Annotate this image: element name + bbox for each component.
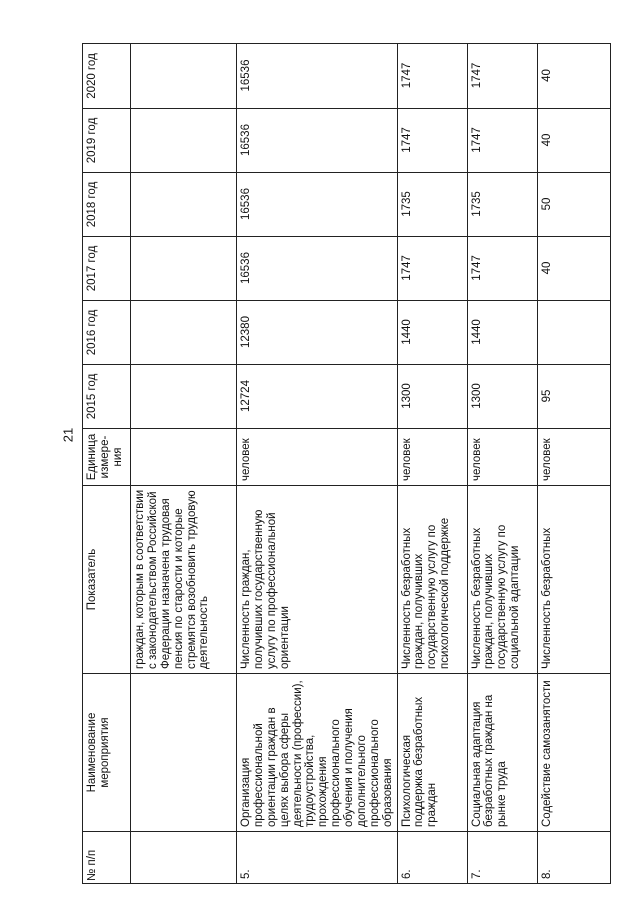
- header-year-2016: 2016 год: [83, 301, 131, 365]
- header-unit: Единица измере-ния: [83, 429, 131, 486]
- header-year-2017: 2017 год: [83, 237, 131, 301]
- row-value-2017: 16536: [237, 237, 398, 301]
- row-value-2020: 40: [537, 44, 610, 109]
- row-event-name: Психологическая поддержка безработных граждан: [397, 674, 467, 832]
- row-value-2015: 12724: [237, 365, 398, 429]
- row-unit: [131, 429, 237, 486]
- row-event-name: Организация профессиональной ориентации граждан в целях выбора сферы деятельности (профессии), трудоустройства, прохождения профессионального обучения и получения дополнительного профессионального образования: [237, 674, 398, 832]
- header-year-2018: 2018 год: [83, 173, 131, 237]
- row-value-2017: 1747: [467, 237, 537, 301]
- row-value-2020: 16536: [237, 44, 398, 109]
- page-number: [58, 420, 78, 450]
- row-value-2017: 40: [537, 237, 610, 301]
- row-value-2020: 1747: [397, 44, 467, 109]
- row-value-2016: 1440: [397, 301, 467, 365]
- row-value-2019: 1747: [467, 109, 537, 173]
- row-value-2015: 1300: [397, 365, 467, 429]
- table-row: [467, 44, 537, 884]
- rotated-table-content: [82, 44, 602, 884]
- row-value-2020: [131, 44, 237, 109]
- row-value-2015: 1300: [467, 365, 537, 429]
- header-year-2019: 2019 год: [83, 109, 131, 173]
- row-indicator: Численность граждан, получивших государственную услугу по профессиональной ориентации: [237, 486, 398, 674]
- row-indicator: граждан, которым в соответствии с законодательством Российской Федерации назначена трудовая пенсия по старости и которые стремятся возобновить трудовую деятельность: [131, 486, 237, 674]
- rotated-table-frame: [82, 44, 602, 884]
- row-value-2015: 95: [537, 365, 610, 429]
- table-row: [237, 44, 398, 884]
- row-value-2018: 50: [537, 173, 610, 237]
- row-unit: человек: [397, 429, 467, 486]
- row-indicator: Численность безработных: [537, 486, 610, 674]
- header-event-name: Наименование мероприятия: [83, 674, 131, 832]
- row-value-2019: 16536: [237, 109, 398, 173]
- row-value-2018: 16536: [237, 173, 398, 237]
- row-value-2017: [131, 237, 237, 301]
- row-number: 8.: [537, 832, 610, 884]
- row-event-name: [131, 674, 237, 832]
- row-value-2016: [131, 301, 237, 365]
- row-value-2016: 12380: [237, 301, 398, 365]
- row-unit: человек: [537, 429, 610, 486]
- header-indicator: Показатель: [83, 486, 131, 674]
- row-value-2017: 1747: [397, 237, 467, 301]
- row-unit: человек: [467, 429, 537, 486]
- row-value-2019: [131, 109, 237, 173]
- row-value-2016: [537, 301, 610, 365]
- row-value-2019: 1747: [397, 109, 467, 173]
- row-number: 7.: [467, 832, 537, 884]
- header-year-2015: 2015 год: [83, 365, 131, 429]
- table-row: [397, 44, 467, 884]
- row-value-2020: 1747: [467, 44, 537, 109]
- table-header-row: [83, 44, 131, 884]
- table-row: [131, 44, 237, 884]
- row-value-2018: 1735: [397, 173, 467, 237]
- page-number-text: 21: [60, 427, 76, 443]
- header-number: № п/п: [83, 832, 131, 884]
- row-value-2016: 1440: [467, 301, 537, 365]
- row-indicator: Численность безработных граждан, получивших государственную услугу по социальной адаптации: [467, 486, 537, 674]
- table-row: [537, 44, 610, 884]
- header-year-2020: 2020 год: [83, 44, 131, 109]
- row-event-name: Содействие самозанятости: [537, 674, 610, 832]
- row-number: 6.: [397, 832, 467, 884]
- row-value-2015: [131, 365, 237, 429]
- row-unit: человек: [237, 429, 398, 486]
- row-event-name: Социальная адаптация безработных граждан на рынке труда: [467, 674, 537, 832]
- row-value-2019: 40: [537, 109, 610, 173]
- row-number: 5.: [237, 832, 398, 884]
- row-indicator: Численность безработных граждан, получивших государственную услугу по психологической поддержке: [397, 486, 467, 674]
- row-value-2018: [131, 173, 237, 237]
- events-table: [82, 43, 611, 884]
- row-value-2018: 1735: [467, 173, 537, 237]
- row-number: [131, 832, 237, 884]
